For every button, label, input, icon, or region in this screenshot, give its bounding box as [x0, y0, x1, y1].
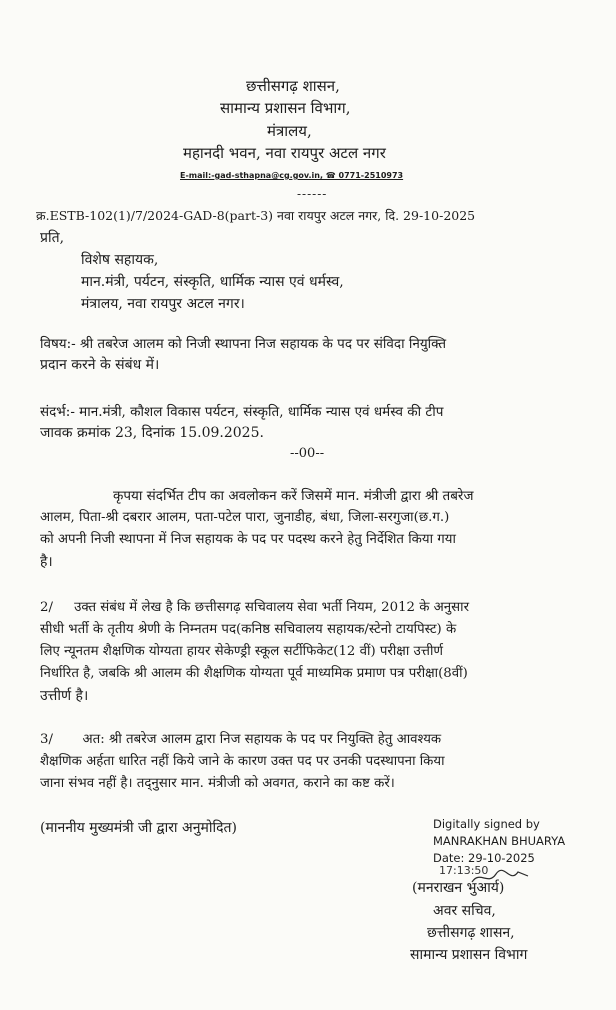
digital-signature-block: [433, 816, 565, 867]
addressee-title: विशेष सहायक,: [81, 252, 159, 268]
approval-note: (माननीय मुख्यमंत्री जी द्वारा अनुमोदित): [40, 820, 237, 836]
header-email-phone: E-mail:-gad-sthapna@cg.gov.in, ☎ 0771-2510973: [180, 171, 404, 180]
header-department: सामान्य प्रशासन विभाग,: [220, 99, 351, 117]
header-govt: छत्तीसगढ़ शासन,: [246, 77, 340, 95]
reference-number-line: क्र.ESTB-102(1)/7/2024-GAD-8(part-3) नवा रायपुर अटल नगर, दि. 29-10-2025: [36, 208, 476, 223]
signatory-designation: अवर सचिव,: [433, 903, 496, 919]
reference-line-2: जावक क्रमांक 23, दिनांक 15.09.2025.: [40, 425, 264, 441]
digital-signature-time: 17:13:50: [439, 864, 489, 877]
para1-line-1: कृपया संदर्भित टीप का अवलोकन करें जिसमें मान. मंत्रीजी द्वारा श्री तबरेज: [113, 488, 474, 504]
signatory-name: (मनराखन भुआर्य): [412, 880, 505, 896]
header-address: महानदी भवन, नवा रायपुर अटल नगर: [183, 144, 386, 162]
addressee-minister: मान.मंत्री, पर्यटन, संस्कृति, धार्मिक न्यास एवं धर्मस्व,: [81, 274, 344, 290]
para2-line-4: निर्धारित है, जबकि श्री आलम की शैक्षणिक योग्यता पूर्व माध्यमिक प्रमाण पत्र परीक्षा(8वीं): [40, 666, 468, 681]
para2-line-3: लिए न्यूनतम शैक्षणिक योग्यता हायर सेकेण्ड्री स्कूल सर्टीफिकेट(12 वीं) परीक्षा उत्तीर्ण: [40, 644, 444, 659]
digital-signature-label: Digitally signed by: [433, 817, 540, 831]
para2-line-5: उत्तीर्ण है।: [40, 688, 89, 704]
digital-signature-name: MANRAKHAN BHUARYA: [433, 834, 566, 848]
para2-line-2: सीधी भर्ती के तृतीय श्रेणी के निम्नतम पद(कनिष्ठ सचिवालय सहायक/स्टेनो टायपिस्ट) के: [40, 622, 457, 637]
signatory-department: सामान्य प्रशासन विभाग: [410, 947, 528, 963]
separator: --00--: [290, 446, 325, 461]
digital-signature-date: Date: 29-10-2025: [433, 851, 535, 865]
para1-line-2: आलम, पिता-श्री दबरार आलम, पता-पटेल पारा, जुनाडीह, बंधा, जिला-सरगुजा(छ.ग.): [40, 510, 450, 525]
header-ministry: मंत्रालय,: [267, 122, 312, 140]
para3-line-1: 3/ अत: श्री तबरेज आलम द्वारा निज सहायक के पद पर नियुक्ति हेतु आवश्यक: [40, 732, 442, 747]
addressee-location: मंत्रालय, नवा रायपुर अटल नगर।: [81, 296, 245, 312]
para1-line-3: को अपनी निजी स्थापना में निज सहायक के पद पर पदस्थ करने हेतु निर्देशित किया गया: [40, 532, 456, 547]
header-divider: ------: [297, 187, 328, 201]
to-label: प्रति,: [40, 230, 65, 246]
signatory-govt: छत्तीसगढ़ शासन,: [427, 925, 515, 941]
reference-line-1: संदर्भ:- मान.मंत्री, कौशल विकास पर्यटन, संस्कृति, धार्मिक न्यास एवं धर्मस्व की टीप: [40, 404, 444, 420]
para3-line-2: शैक्षणिक अर्हता धारित नहीं किये जाने के कारण उक्त पद पर उनकी पदस्थापना किया: [40, 754, 445, 769]
para1-line-4: है।: [40, 554, 53, 570]
subject-line-2: प्रदान करने के संबंध में।: [40, 357, 160, 373]
para3-line-3: जाना संभव नहीं है। तद्नुसार मान. मंत्रीजी को अवगत, कराने का कष्ट करें।: [40, 776, 395, 791]
para2-line-1: 2/ उक्त संबंध में लेख है कि छत्तीसगढ़ सचिवालय सेवा भर्ती नियम, 2012 के अनुसार: [40, 600, 470, 615]
subject-line-1: विषय:- श्री तबरेज आलम को निजी स्थापना निज सहायक के पद पर संविदा नियुक्ति: [40, 336, 447, 352]
